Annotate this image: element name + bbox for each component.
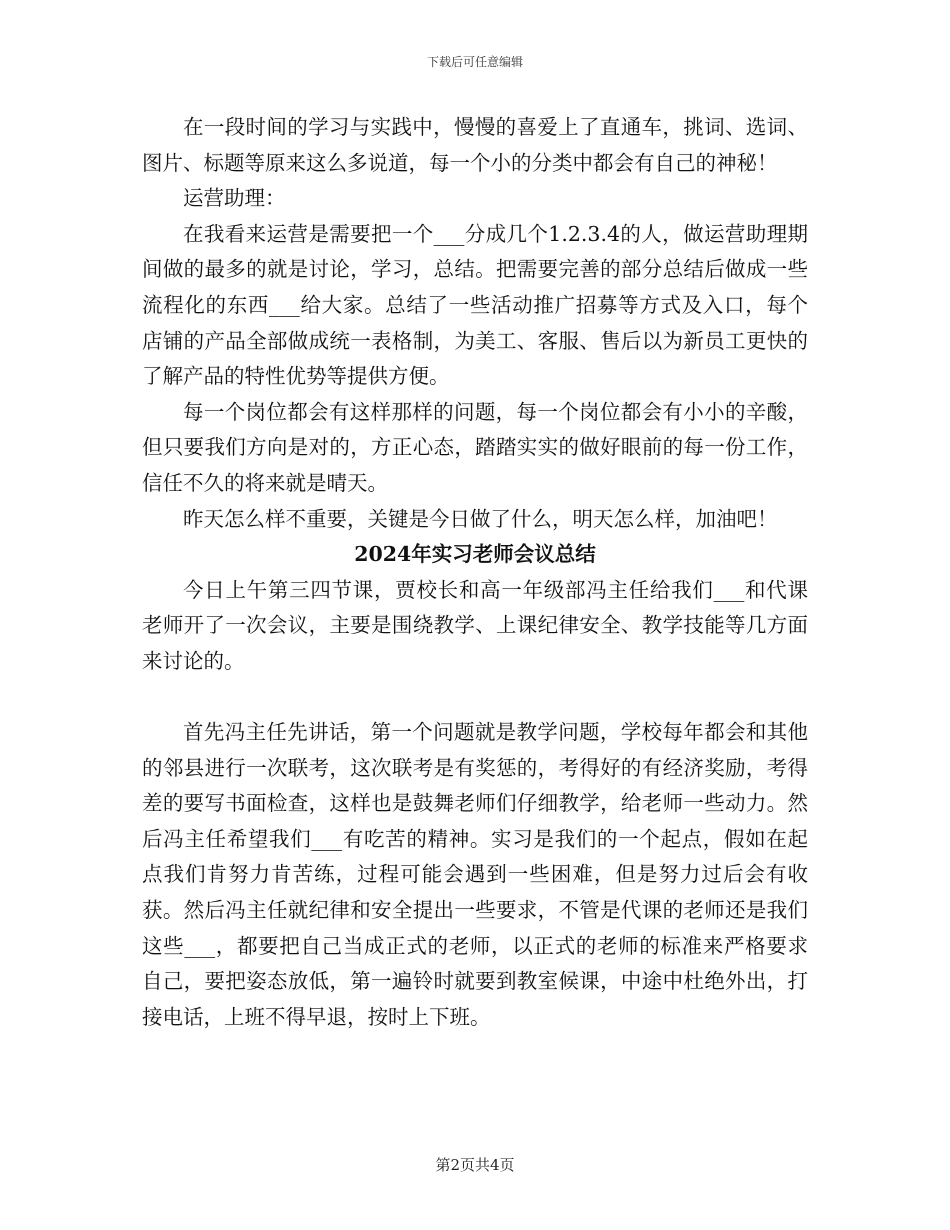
paragraph-2: 运营助理：: [183, 186, 286, 211]
paragraph-6: 今日上午第三四节课，贾校长和高一年级部冯主任给我们___和代课老师开了一次会议，主要是围绕教学、上课纪律安全、教学技能等几方面来讨论的。: [142, 577, 808, 673]
section-title: 2024年实习老师会议总结: [354, 542, 596, 567]
page-number: 第2页共4页: [435, 1156, 515, 1174]
page-header-note: 下载后可任意编辑: [426, 55, 523, 69]
paragraph-3: 在我看来运营是需要把一个___分成几个1.2.3.4的人，做运营助理期间做的最多的就是讨论，学习，总结。把需要完善的部分总结后做成一些流程化的东西___给大家。总结了一些活动推广招募等方式及入口，每个店铺的产品全部做成统一表格制，为美工、客服、售后以为新员工更快的了解产品的特性优势等提供方便。: [142, 221, 808, 389]
document-body: [142, 110, 808, 1035]
paragraph-4: 每一个岗位都会有这样那样的问题，每一个岗位都会有小小的辛酸，但只要我们方向是对的，方正心态，踏踏实实的做好眼前的每一份工作，信任不久的将来就是晴天。: [142, 399, 808, 495]
blank-line: [142, 680, 808, 716]
paragraph-1: 在一段时间的学习与实践中，慢慢的喜爱上了直通车，挑词、选词、图片、标题等原来这么多说道，每一个小的分类中都会有自己的神秘！: [142, 115, 808, 175]
paragraph-7: 首先冯主任先讲话，第一个问题就是教学问题，学校每年都会和其他的邻县进行一次联考，这次联考是有奖惩的，考得好的有经济奖励，考得差的要写书面检查，这样也是鼓舞老师们仔细教学，给老师一些动力。然后冯主任希望我们___有吃苦的精神。实习是我们的一个起点，假如在起点我们肯努力肯苦练，过程可能会遇到一些困难，但是努力过后会有收获。然后冯主任就纪律和安全提出一些要求，不管是代课的老师还是我们这些___，都要把自己当成正式的老师，以正式的老师的标准来严格要求自己，要把姿态放低，第一遍铃时就要到教室候课，中途中杜绝外出，打接电话，上班不得早退，按时上下班。: [142, 720, 808, 1029]
paragraph-5: 昨天怎么样不重要，关键是今日做了什么，明天怎么样，加油吧！: [183, 506, 778, 531]
